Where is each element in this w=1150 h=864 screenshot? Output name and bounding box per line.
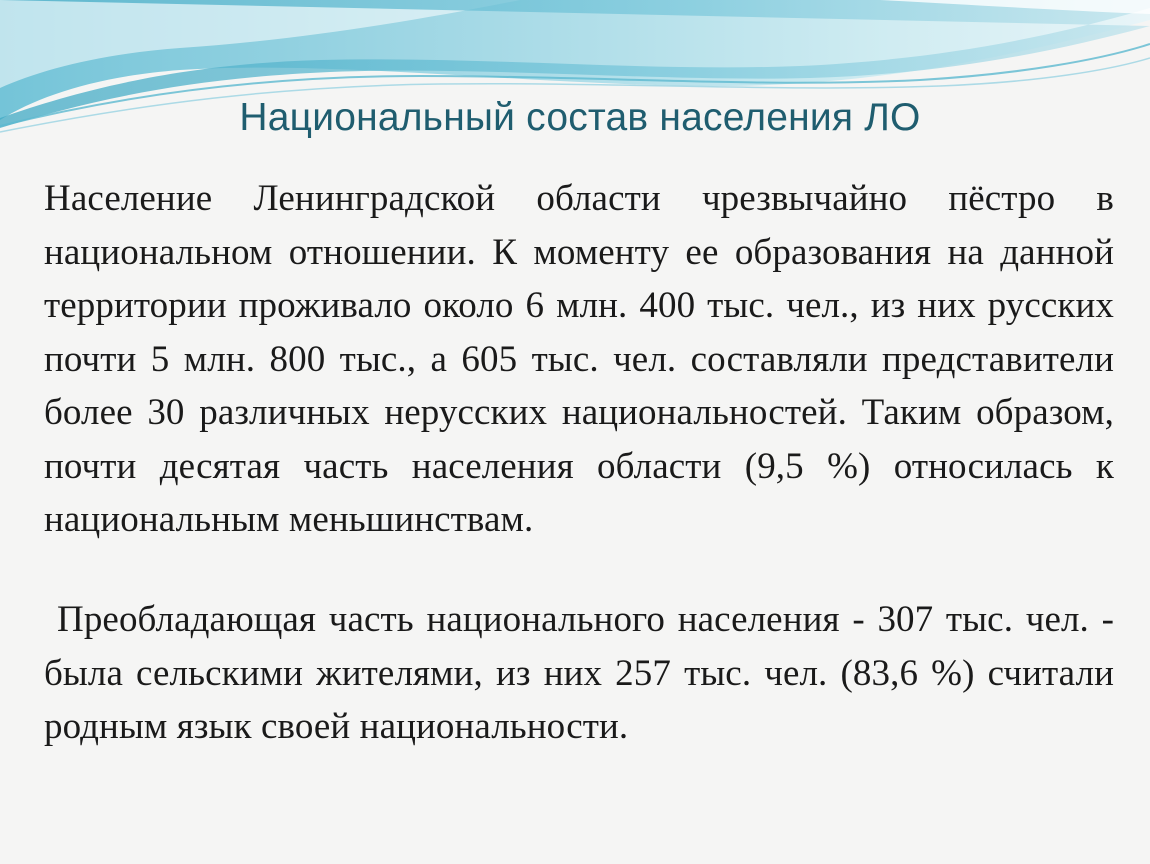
slide-title: Национальный состав населения ЛО: [239, 96, 921, 139]
paragraph-population-overview: Население Ленинградской области чрезвычайно пёстро в национальном отношении. К моменту ее образования на данной территории проживало около 6 млн. 400 тыс. чел., из них русских почти 5 млн. 800 тыс., а 605 тыс. чел. составляли представители более 30 различных нерусских национальностей. Таким образом, почти десятая часть населения области (9,5 %) относилась к национальным меньшинствам.: [44, 178, 1114, 540]
paragraph-rural-population: Преобладающая часть национального населения - 307 тыс. чел. - была сельскими жителями, из них 257 тыс. чел. (83,6 %) считали родным язык своей национальности.: [44, 599, 1114, 747]
